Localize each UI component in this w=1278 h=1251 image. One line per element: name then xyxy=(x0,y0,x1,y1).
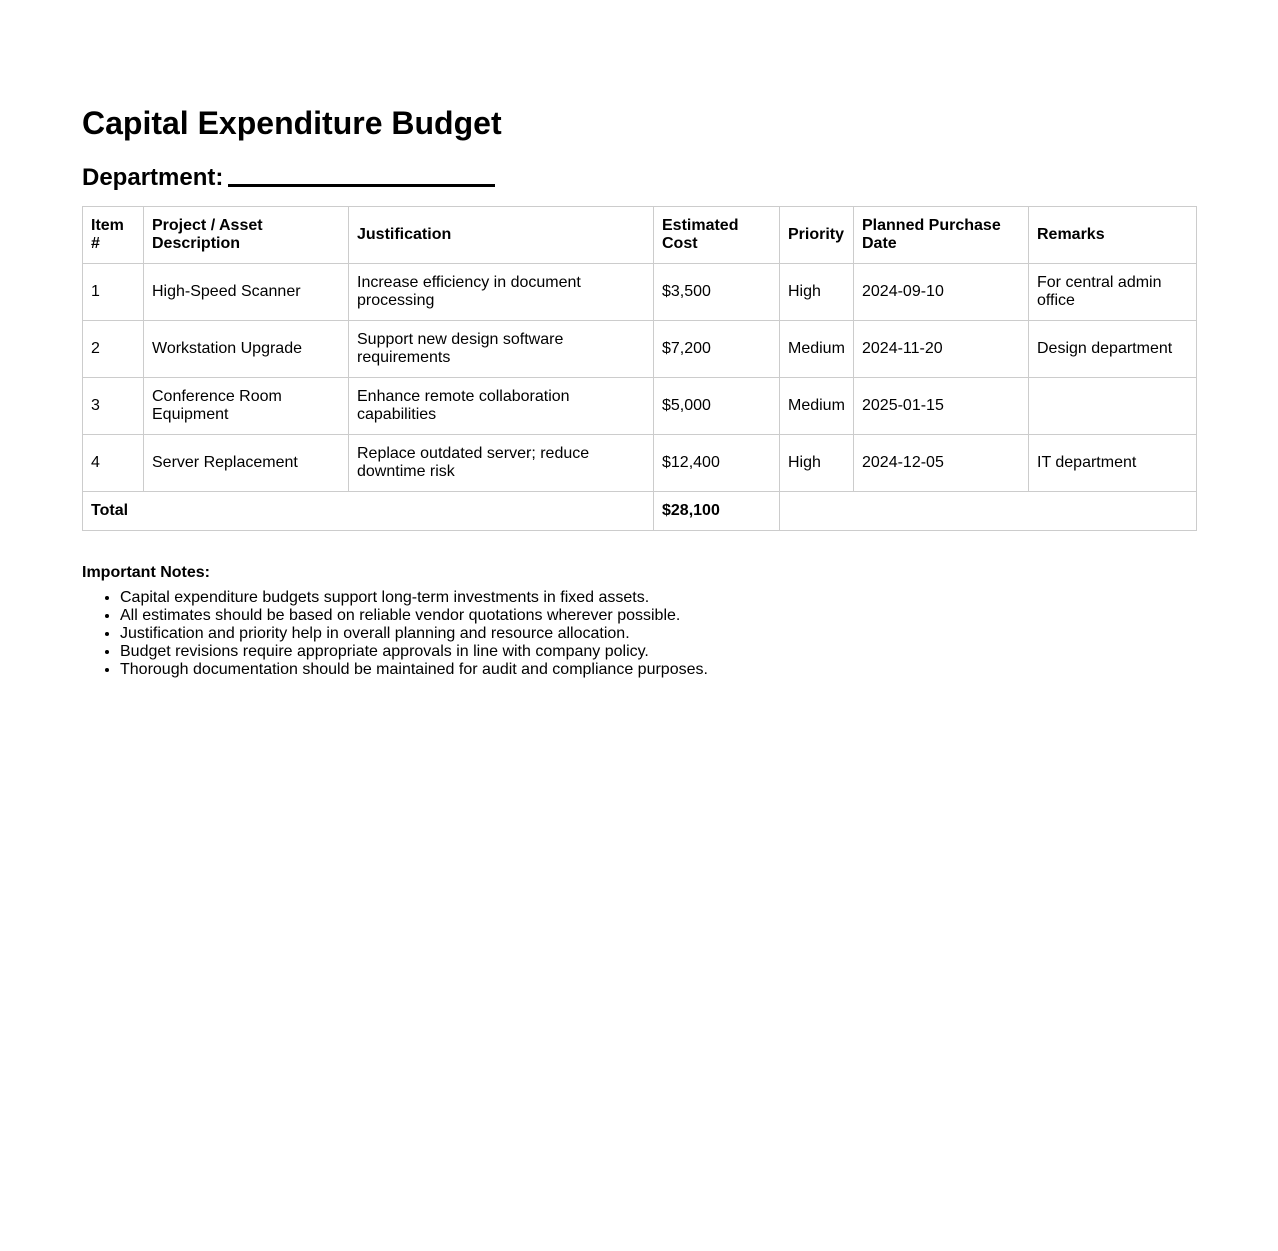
cell-description: Server Replacement xyxy=(144,435,349,492)
list-item: • Budget revisions require appropriate approvals in line with company policy. xyxy=(120,643,1196,661)
cell-estimated-cost: $3,500 xyxy=(654,264,780,321)
cell-planned-date: 2024-12-05 xyxy=(854,435,1029,492)
notes-section xyxy=(82,563,1196,679)
cell-priority: High xyxy=(780,264,854,321)
cell-remarks: For central admin office xyxy=(1029,264,1197,321)
header-planned-date: Planned Purchase Date xyxy=(854,207,1029,264)
total-empty-cell xyxy=(780,492,1197,531)
total-value: $28,100 xyxy=(654,492,780,531)
cell-remarks: IT department xyxy=(1029,435,1197,492)
list-item: • Justification and priority help in overall planning and resource allocation. xyxy=(120,625,1196,643)
cell-justification: Increase efficiency in document processing xyxy=(349,264,654,321)
cell-priority: Medium xyxy=(780,321,854,378)
cell-estimated-cost: $12,400 xyxy=(654,435,780,492)
list-item: • Thorough documentation should be maintained for audit and compliance purposes. xyxy=(120,661,1196,679)
cell-item-number: 1 xyxy=(83,264,144,321)
list-item: • Capital expenditure budgets support long-term investments in fixed assets. xyxy=(120,589,1196,607)
cell-planned-date: 2024-11-20 xyxy=(854,321,1029,378)
header-item-number: Item # xyxy=(83,207,144,264)
department-line xyxy=(82,160,495,193)
cell-estimated-cost: $7,200 xyxy=(654,321,780,378)
department-blank-field xyxy=(228,160,495,187)
total-row xyxy=(83,492,1197,531)
cell-description: Conference Room Equipment xyxy=(144,378,349,435)
total-label: Total xyxy=(83,492,654,531)
budget-table xyxy=(82,206,1197,531)
cell-estimated-cost: $5,000 xyxy=(654,378,780,435)
cell-justification: Replace outdated server; reduce downtime risk xyxy=(349,435,654,492)
cell-description: Workstation Upgrade xyxy=(144,321,349,378)
header-justification: Justification xyxy=(349,207,654,264)
page-title: Capital Expenditure Budget xyxy=(82,105,502,141)
header-remarks: Remarks xyxy=(1029,207,1197,264)
header-priority: Priority xyxy=(780,207,854,264)
cell-priority: High xyxy=(780,435,854,492)
list-item: • All estimates should be based on reliable vendor quotations wherever possible. xyxy=(120,607,1196,625)
header-estimated-cost: Estimated Cost xyxy=(654,207,780,264)
cell-priority: Medium xyxy=(780,378,854,435)
table-row xyxy=(83,264,1197,321)
cell-item-number: 2 xyxy=(83,321,144,378)
cell-planned-date: 2024-09-10 xyxy=(854,264,1029,321)
cell-justification: Support new design software requirements xyxy=(349,321,654,378)
cell-justification: Enhance remote collaboration capabilities xyxy=(349,378,654,435)
department-label: Department: xyxy=(82,164,224,191)
cell-item-number: 3 xyxy=(83,378,144,435)
notes-list xyxy=(82,589,1196,679)
notes-title: Important Notes: xyxy=(82,564,210,581)
cell-planned-date: 2025-01-15 xyxy=(854,378,1029,435)
cell-remarks xyxy=(1029,378,1197,435)
table-row xyxy=(83,321,1197,378)
table-row xyxy=(83,435,1197,492)
table-header-row xyxy=(83,207,1197,264)
cell-item-number: 4 xyxy=(83,435,144,492)
table-row xyxy=(83,378,1197,435)
cell-description: High-Speed Scanner xyxy=(144,264,349,321)
cell-remarks: Design department xyxy=(1029,321,1197,378)
header-description: Project / Asset Description xyxy=(144,207,349,264)
